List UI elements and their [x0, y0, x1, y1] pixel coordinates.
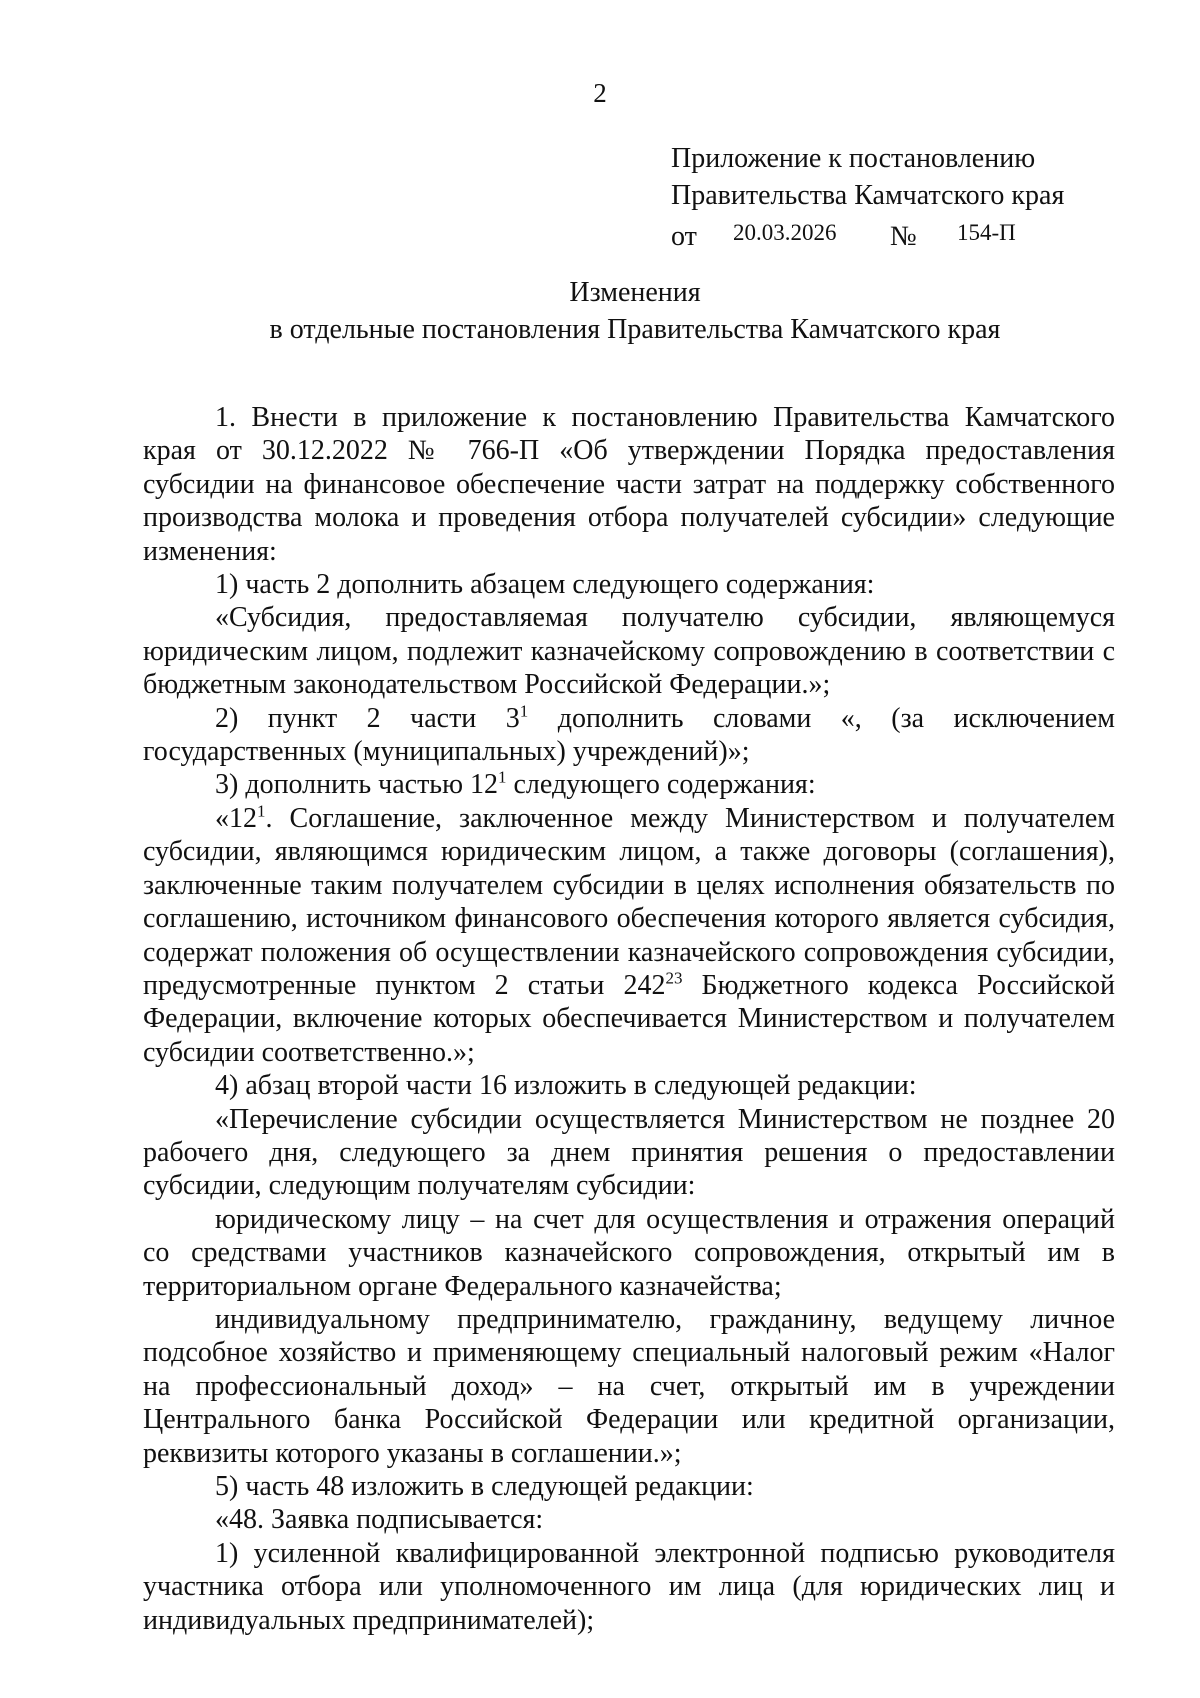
- paragraph-4: [143, 702, 1115, 769]
- title-line-1: Изменения: [569, 277, 701, 308]
- paragraph-10: индивидуальному предпринимателю, гражданину, ведущему личное подсобное хозяйство и применяющему специальный налоговый режим «Налог на профессиональный доход» – на счет, открытый им в учреждении Центрального банка Российской Федерации или кредитной организации, реквизиты которого указаны в соглашении.»;: [143, 1303, 1115, 1469]
- paragraph-1: 1. Внести в приложение к постановлению Правительства Камчатского края от 30.12.2022 № 766-П «Об утверждении Порядка предоставления субсидии на финансовое обеспечение части затрат на поддержку собственного производства молока и проведения отбора получателей субсидии» следующие изменения:: [143, 402, 1115, 567]
- approval-number-sign: №: [890, 221, 917, 252]
- approval-date-row: [671, 214, 1064, 251]
- paragraph-6: [143, 802, 1115, 1069]
- paragraph-6-text-b: . Соглашение, заключенное между Министерством и получателем субсидии, являющимся юридическим лицом, а также договоры (соглашения), заключенные таким получателем субсидии в целях исполнения обязательств по соглашению, источником финансового обеспечения которого является субсидия, содержат положения об осуществлении казначейского сопровождения субсидии, предусмотренные пунктом 2 статьи 242: [143, 802, 1115, 1001]
- paragraph-5-text-a: 3) дополнить частью 12: [215, 769, 498, 801]
- approval-line-2: Правительства Камчатского края: [671, 180, 1065, 211]
- paragraph-4-superscript: 1: [519, 701, 529, 721]
- paragraph-6-superscript-2: 23: [665, 968, 683, 988]
- paragraph-6-superscript: 1: [257, 801, 266, 821]
- paragraph-9: юридическому лицу – на счет для осуществления и отражения операций со средствами участников казначейского сопровождения, открытый им в территориальном органе Федерального казначейства;: [143, 1203, 1115, 1302]
- approval-date: 20.03.2026: [733, 220, 837, 245]
- approval-block: [671, 140, 1064, 251]
- page-number: 2: [593, 78, 607, 108]
- paragraph-4-text-b: дополнить словами «, (за исключением государственных (муниципальных) учреждений)»;: [143, 702, 1116, 768]
- document-body: [143, 401, 1115, 1637]
- paragraph-5-superscript: 1: [498, 768, 507, 788]
- title-line-2: в отдельные постановления Правительства Камчатского края: [269, 314, 1001, 345]
- approval-number: 154-П: [957, 220, 1016, 245]
- paragraph-7: 4) абзац второй части 16 изложить в следующей редакции:: [215, 1070, 917, 1102]
- paragraph-6-text-c: Бюджетного кодекса Российской Федерации, включение которых обеспечивается Министерством и получателем субсидии соответственно.»;: [143, 969, 1115, 1068]
- paragraph-4-text-a: 2) пункт 2 части 3: [215, 702, 520, 734]
- paragraph-11: 5) часть 48 изложить в следующей редакции:: [215, 1471, 754, 1502]
- paragraph-6-text-a: «12: [215, 802, 257, 834]
- document-title: [0, 274, 1200, 348]
- paragraph-3: «Субсидия, предоставляемая получателю субсидии, являющемуся юридическим лицом, подлежит казначейскому сопровождению в соответствии с бюджетным законодательством Российской Федерации.»;: [143, 602, 1115, 701]
- paragraph-5-text-b: следующего содержания:: [506, 769, 816, 801]
- paragraph-13: 1) усиленной квалифицированной электронной подписью руководителя участника отбора или уполномоченного им лица (для юридических лиц и индивидуальных предпринимателей);: [143, 1537, 1115, 1636]
- paragraph-8: «Перечисление субсидии осуществляется Министерством не позднее 20 рабочего дня, следующего за днем принятия решения о предоставлении субсидии, следующим получателям субсидии:: [143, 1103, 1115, 1202]
- approval-line-1: Приложение к постановлению: [671, 143, 1036, 174]
- paragraph-2: 1) часть 2 дополнить абзацем следующего содержания:: [215, 569, 875, 601]
- paragraph-12: «48. Заявка подписывается:: [215, 1504, 544, 1536]
- approval-ot-label: от: [671, 221, 697, 252]
- paragraph-5: [143, 768, 1115, 801]
